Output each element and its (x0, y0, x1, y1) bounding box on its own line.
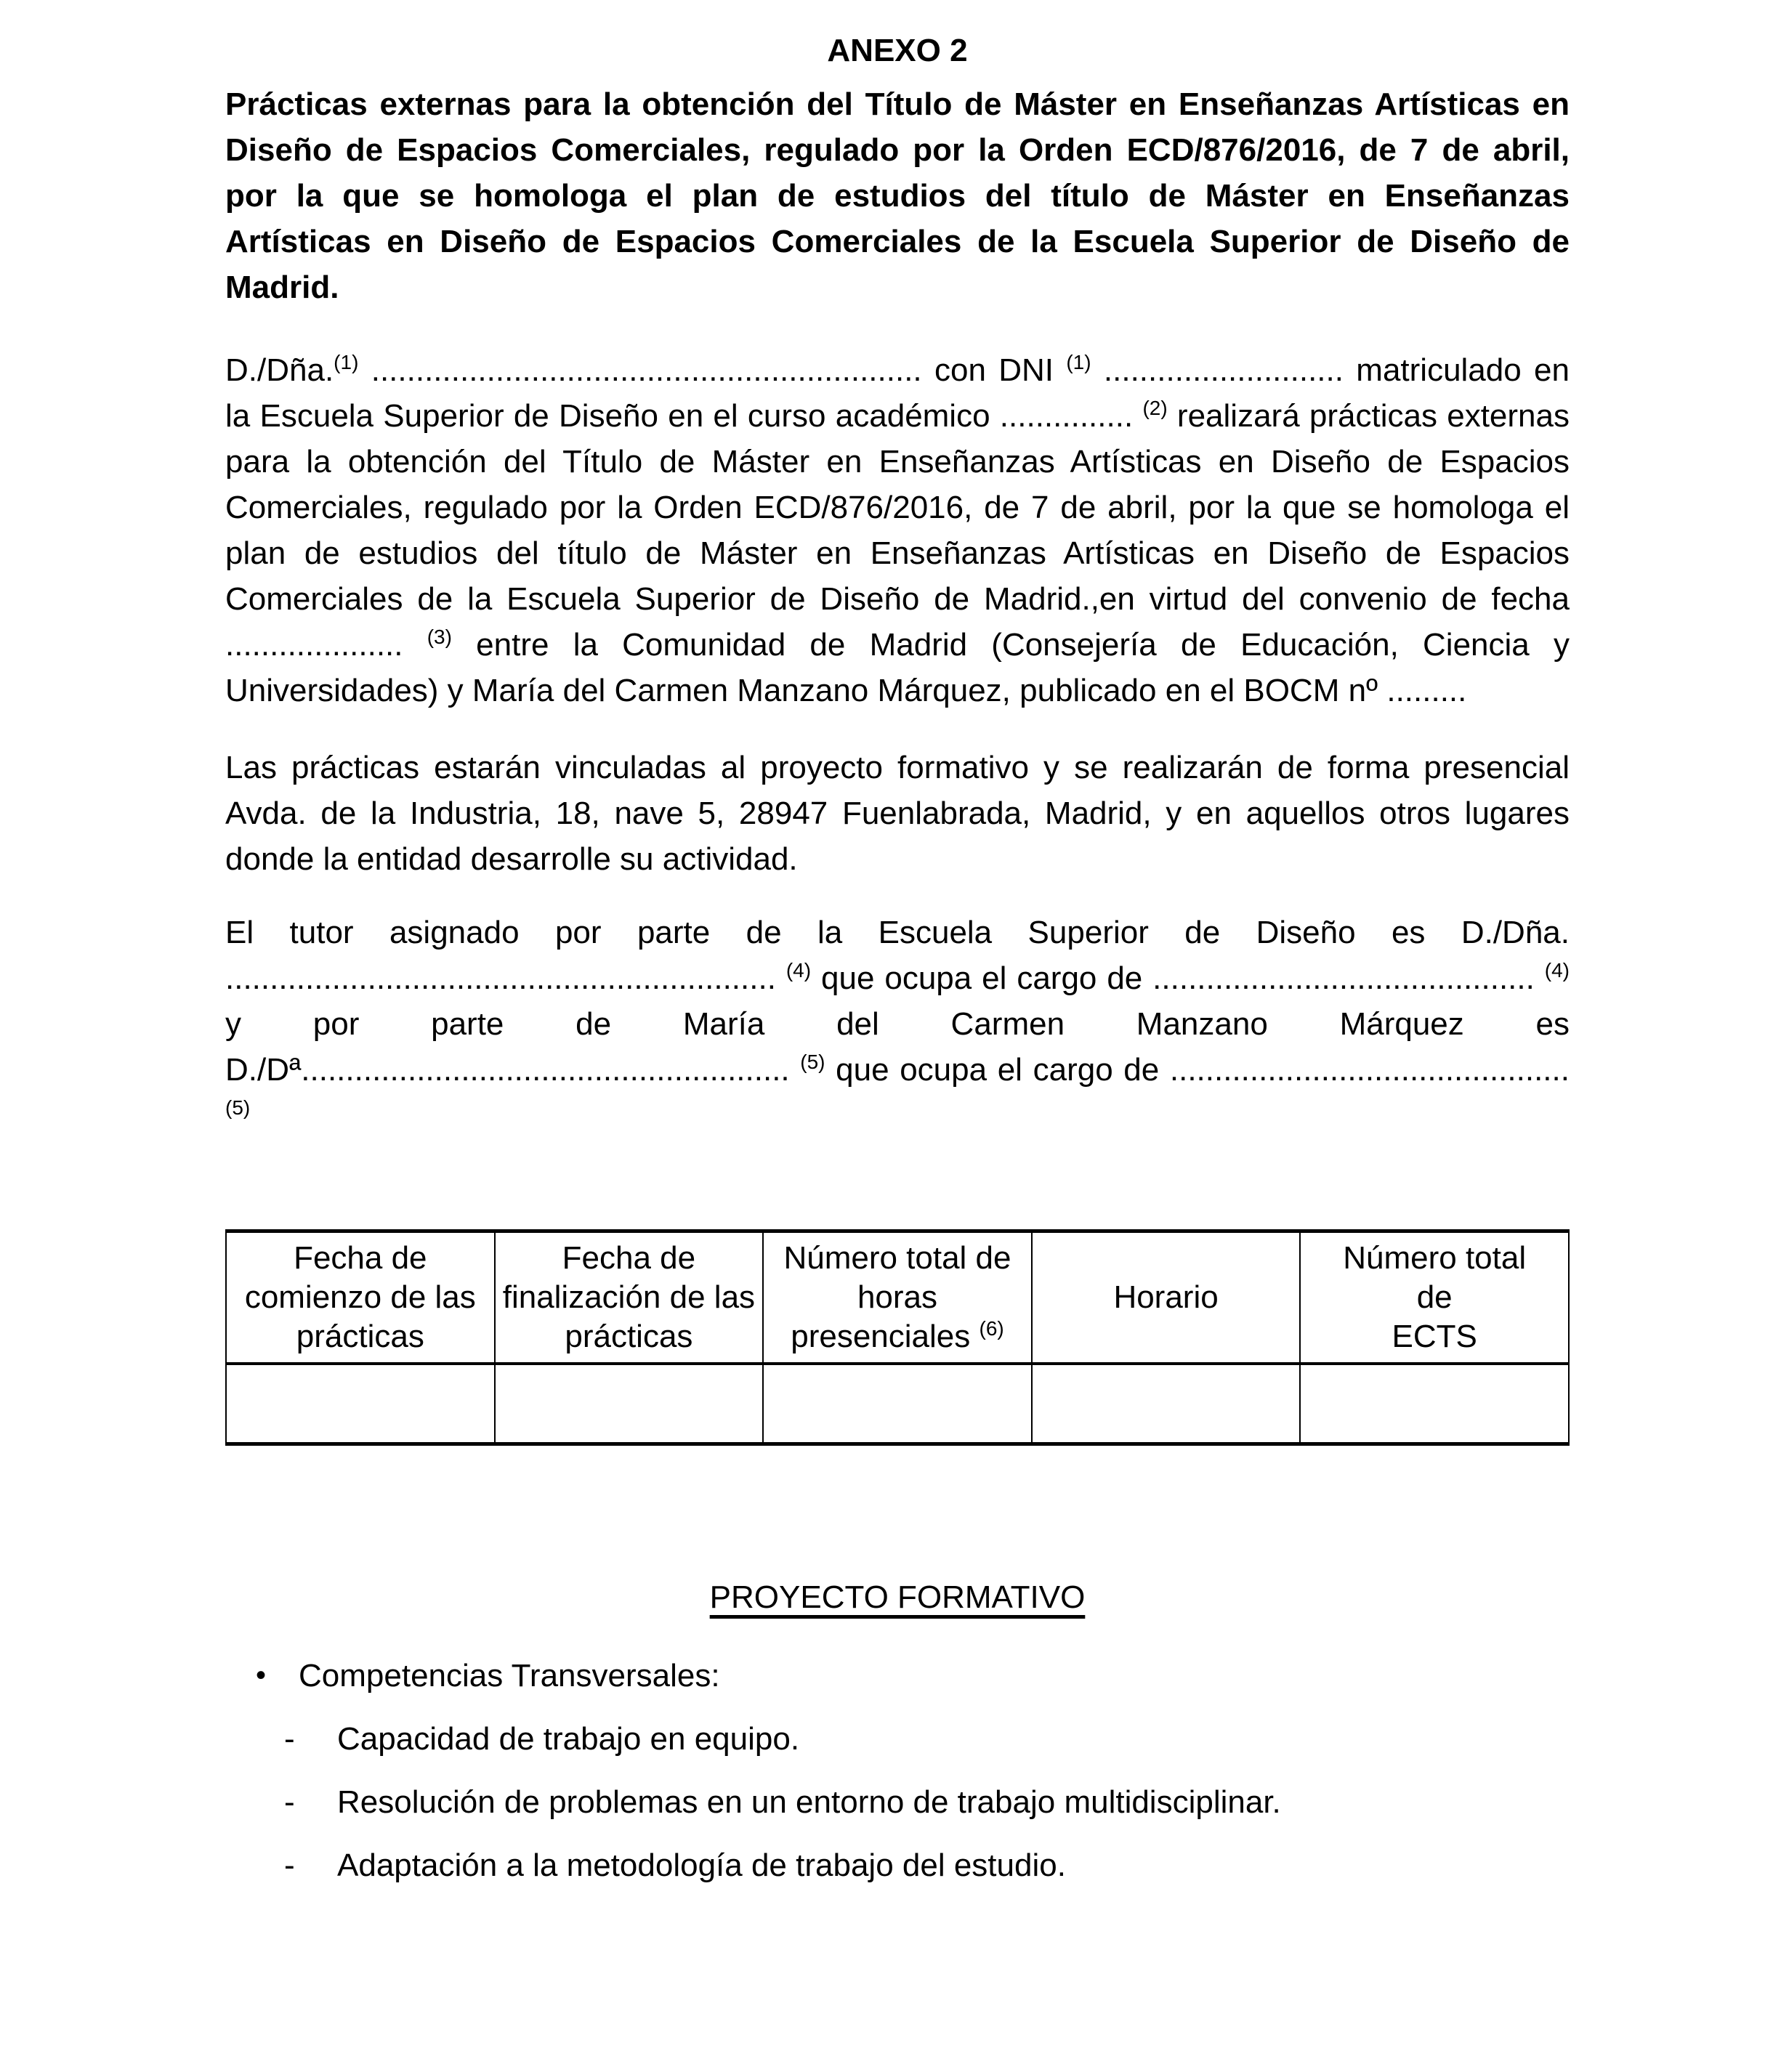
schedule-table-header (226, 1231, 1569, 1364)
footnote-ref-5: (5) (800, 1051, 825, 1073)
footnote-ref-4: (4) (785, 959, 812, 982)
dash-marker: - (284, 1721, 295, 1757)
list-item-label: Competencias Transversales: (299, 1658, 720, 1693)
intro-paragraph (225, 81, 1570, 310)
list-item-label: Resolución de problemas en un entorno de trabajo multidisciplinar. (337, 1784, 1281, 1820)
proyecto-formativo-heading: PROYECTO FORMATIVO (709, 1579, 1086, 1615)
location-text: Las prácticas estarán vinculadas al proyecto formativo y se realizarán de forma presencial Avda. de la Industria, 18, nave 5, 28947 Fuenlabrada, Madrid, y en aquellos otros lugares donde la entidad desarrolle su actividad. (225, 750, 1570, 877)
location-paragraph (225, 745, 1570, 882)
enrollment-text: D./Dña. (225, 352, 334, 388)
table-cell-empty (1032, 1364, 1301, 1444)
footnote-ref-4: (4) (1544, 959, 1570, 982)
list-item-competencias (225, 1653, 1570, 1699)
footnote-ref-1: (1) (334, 351, 359, 373)
footnote-ref-6: (6) (979, 1317, 1004, 1340)
enrollment-text: entre la Comunidad de Madrid (Consejería de Educación, Ciencia y Universidades) y María del Carmen Manzano Márquez, publicado en el BOCM nº ......... (225, 627, 1570, 708)
table-cell-empty (1300, 1364, 1569, 1444)
schedule-table-body (226, 1364, 1569, 1444)
col-header-horario (1032, 1231, 1301, 1364)
list-item-label: Capacidad de trabajo en equipo. (337, 1721, 800, 1757)
competencias-list (225, 1653, 1570, 1888)
tutor-text: El tutor asignado por parte de la Escuela Superior de Diseño es D./Dña. .............................................................. (225, 915, 1570, 996)
col-header-label-line: de (1416, 1279, 1453, 1315)
col-header-ects (1300, 1231, 1569, 1364)
col-header-label: Fecha de comienzo de las prácticas (244, 1240, 476, 1354)
table-cell-empty (763, 1364, 1032, 1444)
footnote-ref-3: (3) (427, 626, 452, 648)
footnote-ref-5: (5) (225, 1096, 251, 1119)
bullet-marker: • (256, 1659, 267, 1691)
col-header-horas-presenciales (763, 1231, 1032, 1364)
practice-schedule-table (225, 1229, 1570, 1446)
table-row (226, 1364, 1569, 1444)
dash-marker: - (284, 1784, 295, 1820)
col-header-fecha-comienzo (226, 1231, 495, 1364)
tutor-text: y por parte de María del Carmen Manzano Márquez es D./Dª....................................................... (225, 1006, 1570, 1088)
list-item (225, 1716, 1570, 1762)
list-item (225, 1779, 1570, 1825)
col-header-label: Horario (1113, 1279, 1219, 1315)
enrollment-paragraph (225, 347, 1570, 713)
tutor-text: que ocupa el cargo de ........................................... (811, 960, 1545, 996)
footnote-ref-2: (2) (1142, 397, 1168, 419)
col-header-label-line: ECTS (1392, 1319, 1477, 1354)
enrollment-text: ........................... matriculado en la Escuela Superior de Diseño en el curso académico ............... (225, 352, 1570, 434)
page-title: ANEXO 2 (827, 33, 968, 68)
col-header-label: Fecha de finalización de las prácticas (502, 1240, 756, 1354)
table-cell-empty (226, 1364, 495, 1444)
intro-text: Prácticas externas para la obtención del Título de Máster en Enseñanzas Artísticas en Diseño de Espacios Comerciales, regulado por la Orden ECD/876/2016, de 7 de abril, por la que se homologa el plan de estudios del título de Máster en Enseñanzas Artísticas en Diseño de Espacios Comerciales de la Escuela Superior de Diseño de Madrid. (225, 86, 1570, 305)
dash-marker: - (284, 1848, 295, 1883)
enrollment-text: .............................................................. con DNI (358, 352, 1067, 388)
table-cell-empty (495, 1364, 764, 1444)
list-item-label: Adaptación a la metodología de trabajo del estudio. (337, 1848, 1066, 1883)
col-header-fecha-finalizacion (495, 1231, 764, 1364)
tutor-paragraph (225, 910, 1570, 1138)
col-header-label-line: Número total (1343, 1240, 1527, 1276)
enrollment-text: realizará prácticas externas para la obtención del Título de Máster en Enseñanzas Artísticas en Diseño de Espacios Comerciales, regulado por la Orden ECD/876/2016, de 7 de abril, por la que se homologa el plan de estudios del título de Máster en Enseñanzas Artísticas en Diseño de Espacios Comerciales de la Escuela Superior de Diseño de Madrid.,en virtud del convenio de fecha .................... (225, 398, 1570, 663)
footnote-ref-1: (1) (1066, 351, 1091, 373)
list-item (225, 1842, 1570, 1888)
header-row (226, 1231, 1569, 1364)
col-header-label: Número total de horas presenciales (783, 1240, 1011, 1354)
tutor-text: que ocupa el cargo de ............................................. (825, 1052, 1570, 1088)
